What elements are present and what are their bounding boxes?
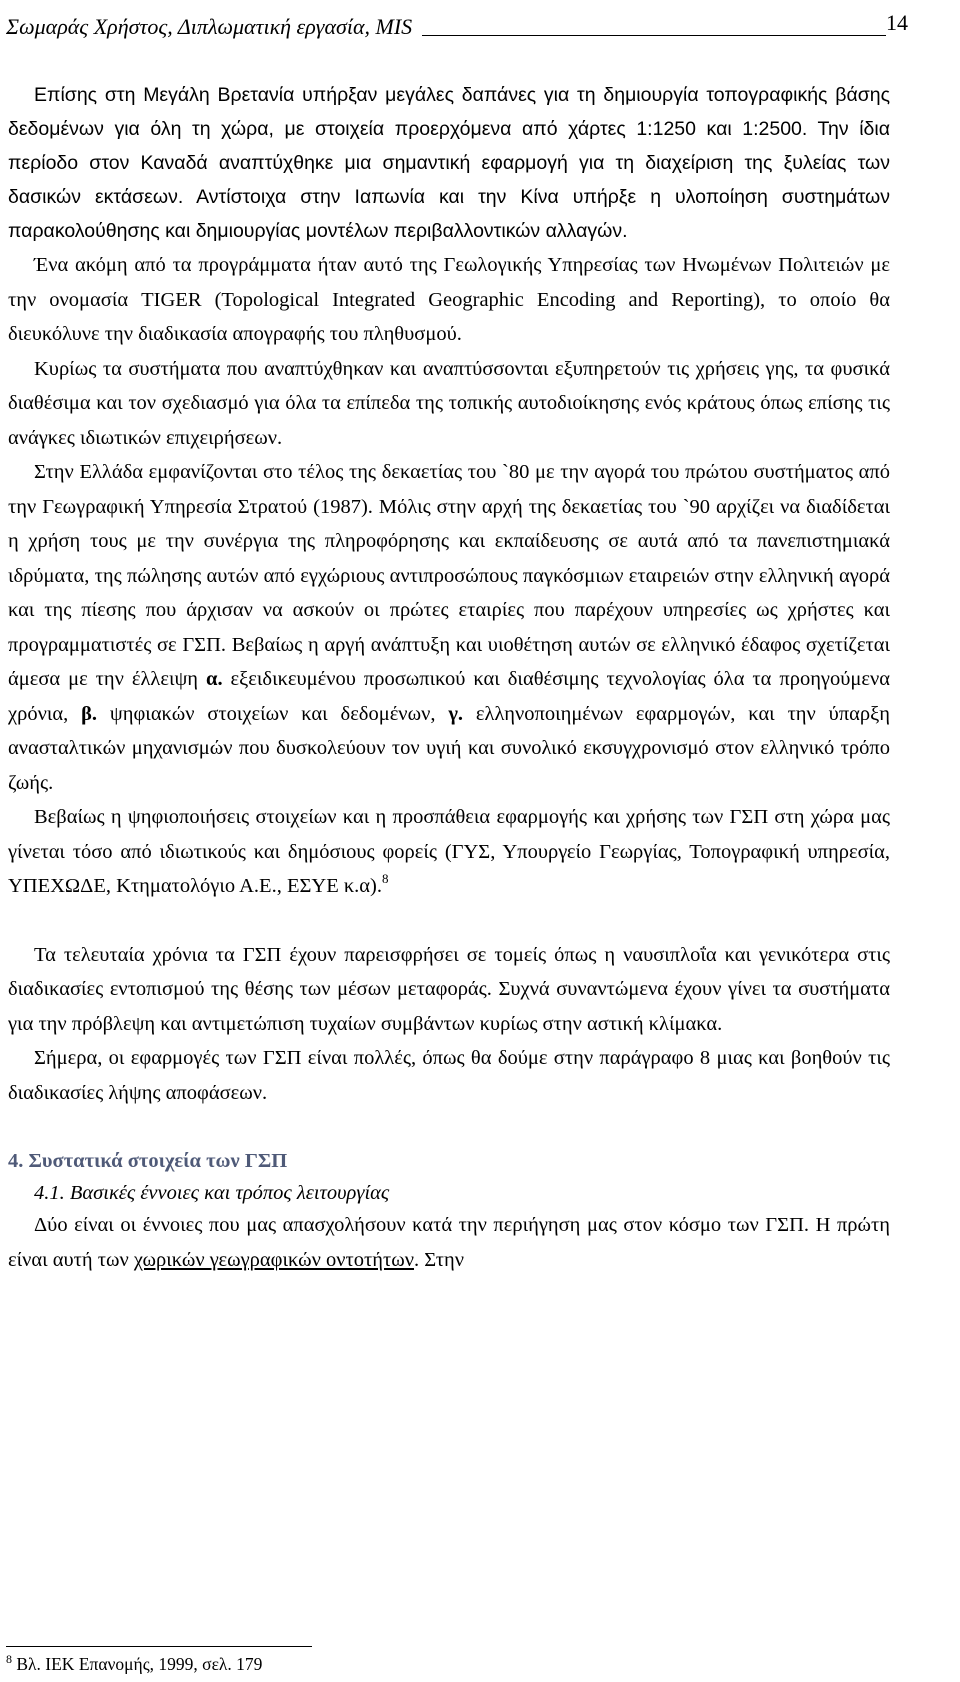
paragraph-greece [8, 455, 890, 800]
concepts-text-end: . Στην [414, 1248, 465, 1271]
paragraph-tiger: Ένα ακόμη από τα προγράμματα ήταν αυτό της Γεωλογικής Υπηρεσίας των Ηνωμένων Πολιτειών με την ονομασία TIGER (Topological Integrated Geographic Encoding and Reporting), το οποίο θα διευκόλυνε την διαδικασία απογραφής του πληθυσμού. [8, 254, 890, 345]
subsection-heading: 4.1. Βασικές έννοιες και τρόπος λειτουργίας [34, 1182, 390, 1204]
greece-text-3: ψηφιακών στοιχείων και δεδομένων, [97, 702, 449, 725]
paragraph-digitization [8, 800, 890, 904]
list-marker-a: α. [206, 668, 223, 690]
concepts-text: Δύο είναι οι έννοιες που μας απασχολήσουν κατά την περιήγηση μας στον κόσμο των ΓΣΠ. Η πρώτη είναι αυτή των [8, 1214, 890, 1271]
footnote [6, 1652, 262, 1676]
underlined-term: χωρικών γεωγραφικών οντοτήτων [133, 1248, 414, 1271]
list-marker-b: β. [81, 702, 98, 725]
running-header [6, 6, 908, 40]
section-heading: 4. Συστατικά στοιχεία των ΓΣΠ [8, 1150, 288, 1172]
footnote-rule [6, 1646, 312, 1647]
paragraph-britain-canada-japan: Επίσης στη Μεγάλη Βρετανία υπήρξαν μεγάλες δαπάνες για τη δημιουργία τοπογραφικής βάσης δεδομένων για όλη τη χώρα, με στοιχεία προερχόμενα από χάρτες 1:1250 και 1:2500. Την ίδια περίοδο στον Καναδά αναπτύχθηκε μια σημαντική εφαρμογή για τη διαχείριση της ξυλείας των δασικών εκτάσεων. Αντίστοιχα στην Ιαπωνία και την Κίνα υπήρξε η υλοποίηση συστημάτων παρακολούθησης και δημιουργίας μοντέλων περιβαλλοντικών αλλαγών. [8, 84, 890, 242]
paragraph-navigation: Τα τελευταία χρόνια τα ΓΣΠ έχουν παρεισφρήσει σε τομείς όπως η ναυσιπλοΐα και γενικότερα στις διαδικασίες εντοπισμού της θέσης των μέσων μεταφοράς. Συχνά συναντώμενα έχουν γίνει τα συστήματα για την πρόβλεψη και αντιμετώπιση τυχαίων συμβάντων κυρίως στην αστική κλίμακα. [8, 943, 890, 1035]
paragraph-land-use: Κυρίως τα συστήματα που αναπτύχθηκαν και αναπτύσσονται εξυπηρετούν τις χρήσεις γης, τα φυσικά διαθέσιμα και τον σχεδιασμό για όλα τα επίπεδα της τοπικής αυτοδιοίκησης ενός κράτους όπως επίσης τις ανάγκες ιδιωτικών επιχειρήσεων. [8, 357, 890, 449]
digitization-text: Βεβαίως η ψηφιοποιήσεις στοιχείων και η προσπάθεια εφαρμογής και χρήσης των ΓΣΠ στη χώρα μας γίνεται τόσο από ιδιωτικούς και δημόσιους φορείς (ΓΥΣ, Υπουργείο Γεωργίας, Τοπογραφική υπηρεσία, ΥΠΕΧΩΔΕ, Κτηματολόγιο Α.Ε., ΕΣΥΕ κ.α). [8, 806, 890, 897]
greece-text-4: ελληνοποιημένων εφαρμογών, και την ύπαρξη ανασταλτικών μηχανισμών που δυσκολεύουν τον υγιή και συνολικό εκσυγχρονισμό στον ελληνικό τρόπο ζωής. [8, 702, 890, 794]
page-number: 14 [886, 10, 908, 35]
footnote-text: Βλ. ΙΕΚ Επανομής, 1999, σελ. 179 [12, 1654, 263, 1674]
footnote-number: 8 [6, 1652, 12, 1666]
footnote-reference[interactable]: 8 [382, 871, 389, 886]
header-rule [422, 35, 886, 36]
greece-text-2: εξειδικευμένου προσωπικού και διαθέσιμης τεχνολογίας όλα τα προηγούμενα χρόνια, [8, 668, 890, 725]
greece-text-1: Στην Ελλάδα εμφανίζονται στο τέλος της δεκαετίας του `80 με την αγορά του πρώτου συστήματος από την Γεωγραφική Υπηρεσία Στρατού (1987). Μόλις στην αρχή της δεκαετίας του `90 αρχίζει να διαδίδεται η χρήση τους με την συνέργια της πληροφόρησης και εκπαίδευσης σε αυτά από τα πανεπιστημιακά ιδρύματα, της πώλησης αυτών από εγχώριους αντιπροσώπους παγκόσμιων εταιρειών στην ελληνική αγορά και της πίεσης που άρχισαν να ασκούν οι πρώτες εταιρίες που παρέχουν υπηρεσίες ως χρήστες και προγραμματιστές σε ΓΣΠ. Βεβαίως η αργή ανάπτυξη και υιοθέτηση αυτών σε ελληνικό έδαφος σχετίζεται άμεσα με την έλλειψη [8, 461, 890, 690]
list-marker-c: γ. [448, 702, 464, 725]
paragraph-applications: Σήμερα, οι εφαρμογές των ΓΣΠ είναι πολλές, όπως θα δούμε στην παράγραφο 8 μιας και βοηθούν τις διαδικασίες λήψης αποφάσεων. [8, 1047, 890, 1104]
paragraph-concepts [8, 1208, 890, 1277]
header-title: Σωμαράς Χρήστος, Διπλωματική εργασία, MIS [6, 14, 413, 39]
body-text [8, 78, 890, 1277]
